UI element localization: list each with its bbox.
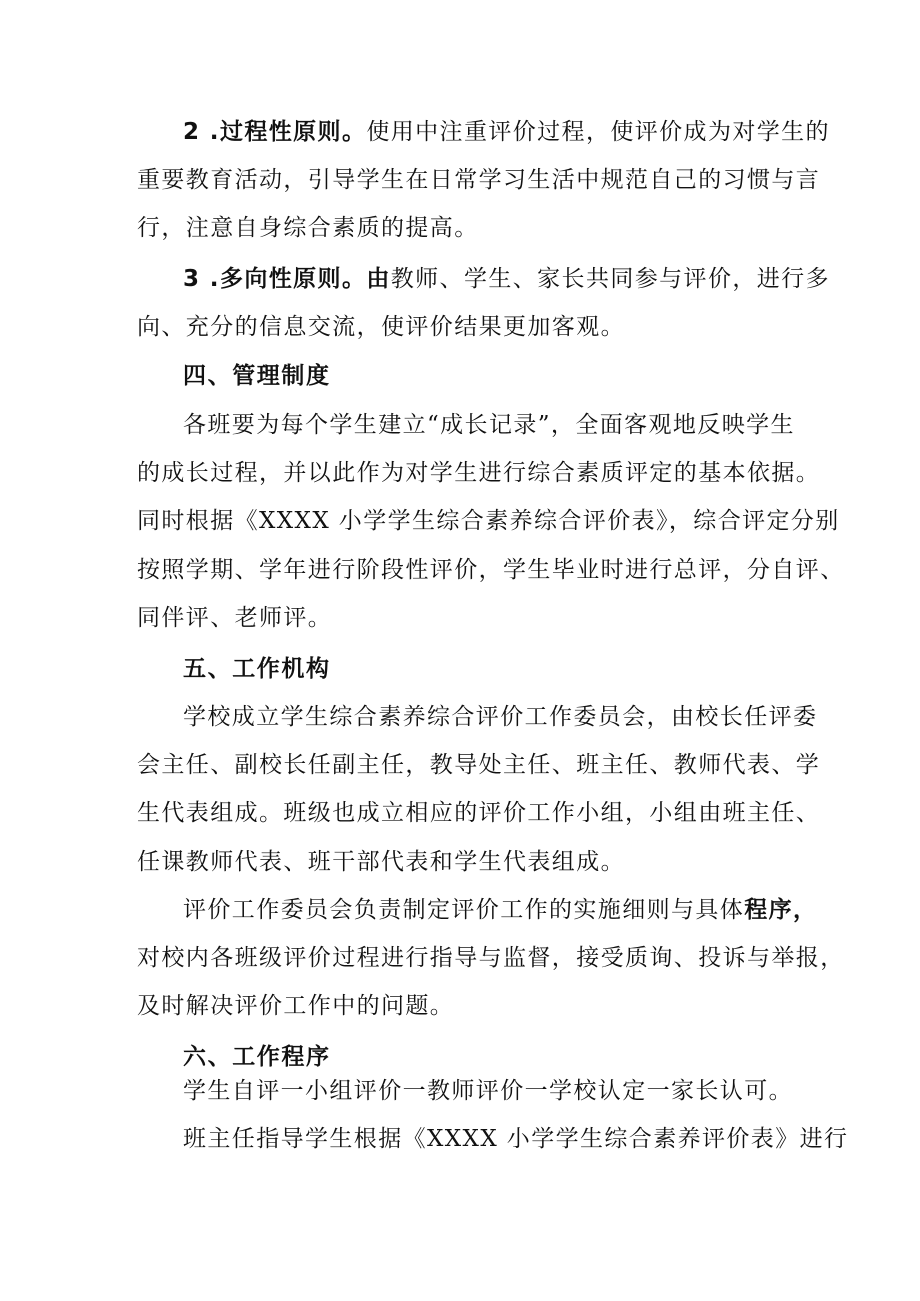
paragraph-committee-line-1 <box>183 895 817 925</box>
section-heading-6: 六、工作程序 <box>183 1044 331 1070</box>
principle-3-lead: 3 .多向性原则。由 <box>183 266 391 292</box>
committee-bold-word: 程序， <box>744 897 818 923</box>
paragraph-manage-line-5: 同伴评、老师评。 <box>137 605 333 631</box>
paragraph-multi-line-2: 向、充分的信息交流，使评价结果更加客观。 <box>137 314 625 340</box>
committee-text: 评价工作委员会负责制定评价工作的实施细则与具体 <box>183 897 745 923</box>
paragraph-proc-line-2: 班主任指导学生根据《XXXX 小学学生综合素养评价表》进行 <box>183 1126 849 1152</box>
paragraph-org-line-3: 生代表组成。班级也成立相应的评价工作小组，小组由班主任、 <box>137 800 821 826</box>
section-heading-5: 五、工作机构 <box>183 656 331 682</box>
paragraph-manage-line-4: 按照学期、学年进行阶段性评价，学生毕业时进行总评，分自评、 <box>137 557 845 583</box>
paragraph-org-line-4: 任课教师代表、班干部代表和学生代表组成。 <box>137 849 625 875</box>
paragraph-manage-line-1: 各班要为每个学生建立“成长记录”，全面客观地反映学生 <box>183 412 795 438</box>
section-heading-4: 四、管理制度 <box>183 363 331 389</box>
principle-2-text: 使用中注重评价过程，使评价成为对学生的 <box>366 119 830 145</box>
paragraph-manage-line-3: 同时根据《XXXX 小学学生综合素养综合评价表》，综合评定分别 <box>137 508 840 534</box>
paragraph-manage-line-2: 的成长过程，并以此作为对学生进行综合素质评定的基本依据。 <box>137 460 821 486</box>
paragraph-process-line-2: 重要教育活动，引导学生在日常学习生活中规范自己的习惯与言 <box>137 167 821 193</box>
paragraph-committee-line-3: 及时解决评价工作中的问题。 <box>137 993 455 1019</box>
paragraph-org-line-2: 会主任、副校长任副主任，教导处主任、班主任、教师代表、学 <box>137 752 821 778</box>
paragraph-proc-line-1: 学生自评一小组评价一教师评价一学校认定一家长认可。 <box>183 1078 793 1104</box>
paragraph-org-line-1: 学校成立学生综合素养综合评价工作委员会，由校长任评委 <box>183 704 818 730</box>
principle-2-lead: 2 .过程性原则。 <box>183 119 367 145</box>
principle-3-text: 教师、学生、家长共同参与评价，进行多 <box>390 266 830 292</box>
paragraph-process-line-1 <box>183 117 830 147</box>
paragraph-committee-line-2: 对校内各班级评价过程进行指导与监督，接受质询、投诉与举报， <box>137 945 845 971</box>
paragraph-process-line-3: 行，注意自身综合素质的提高。 <box>137 215 479 241</box>
paragraph-multi-line-1 <box>183 264 830 294</box>
